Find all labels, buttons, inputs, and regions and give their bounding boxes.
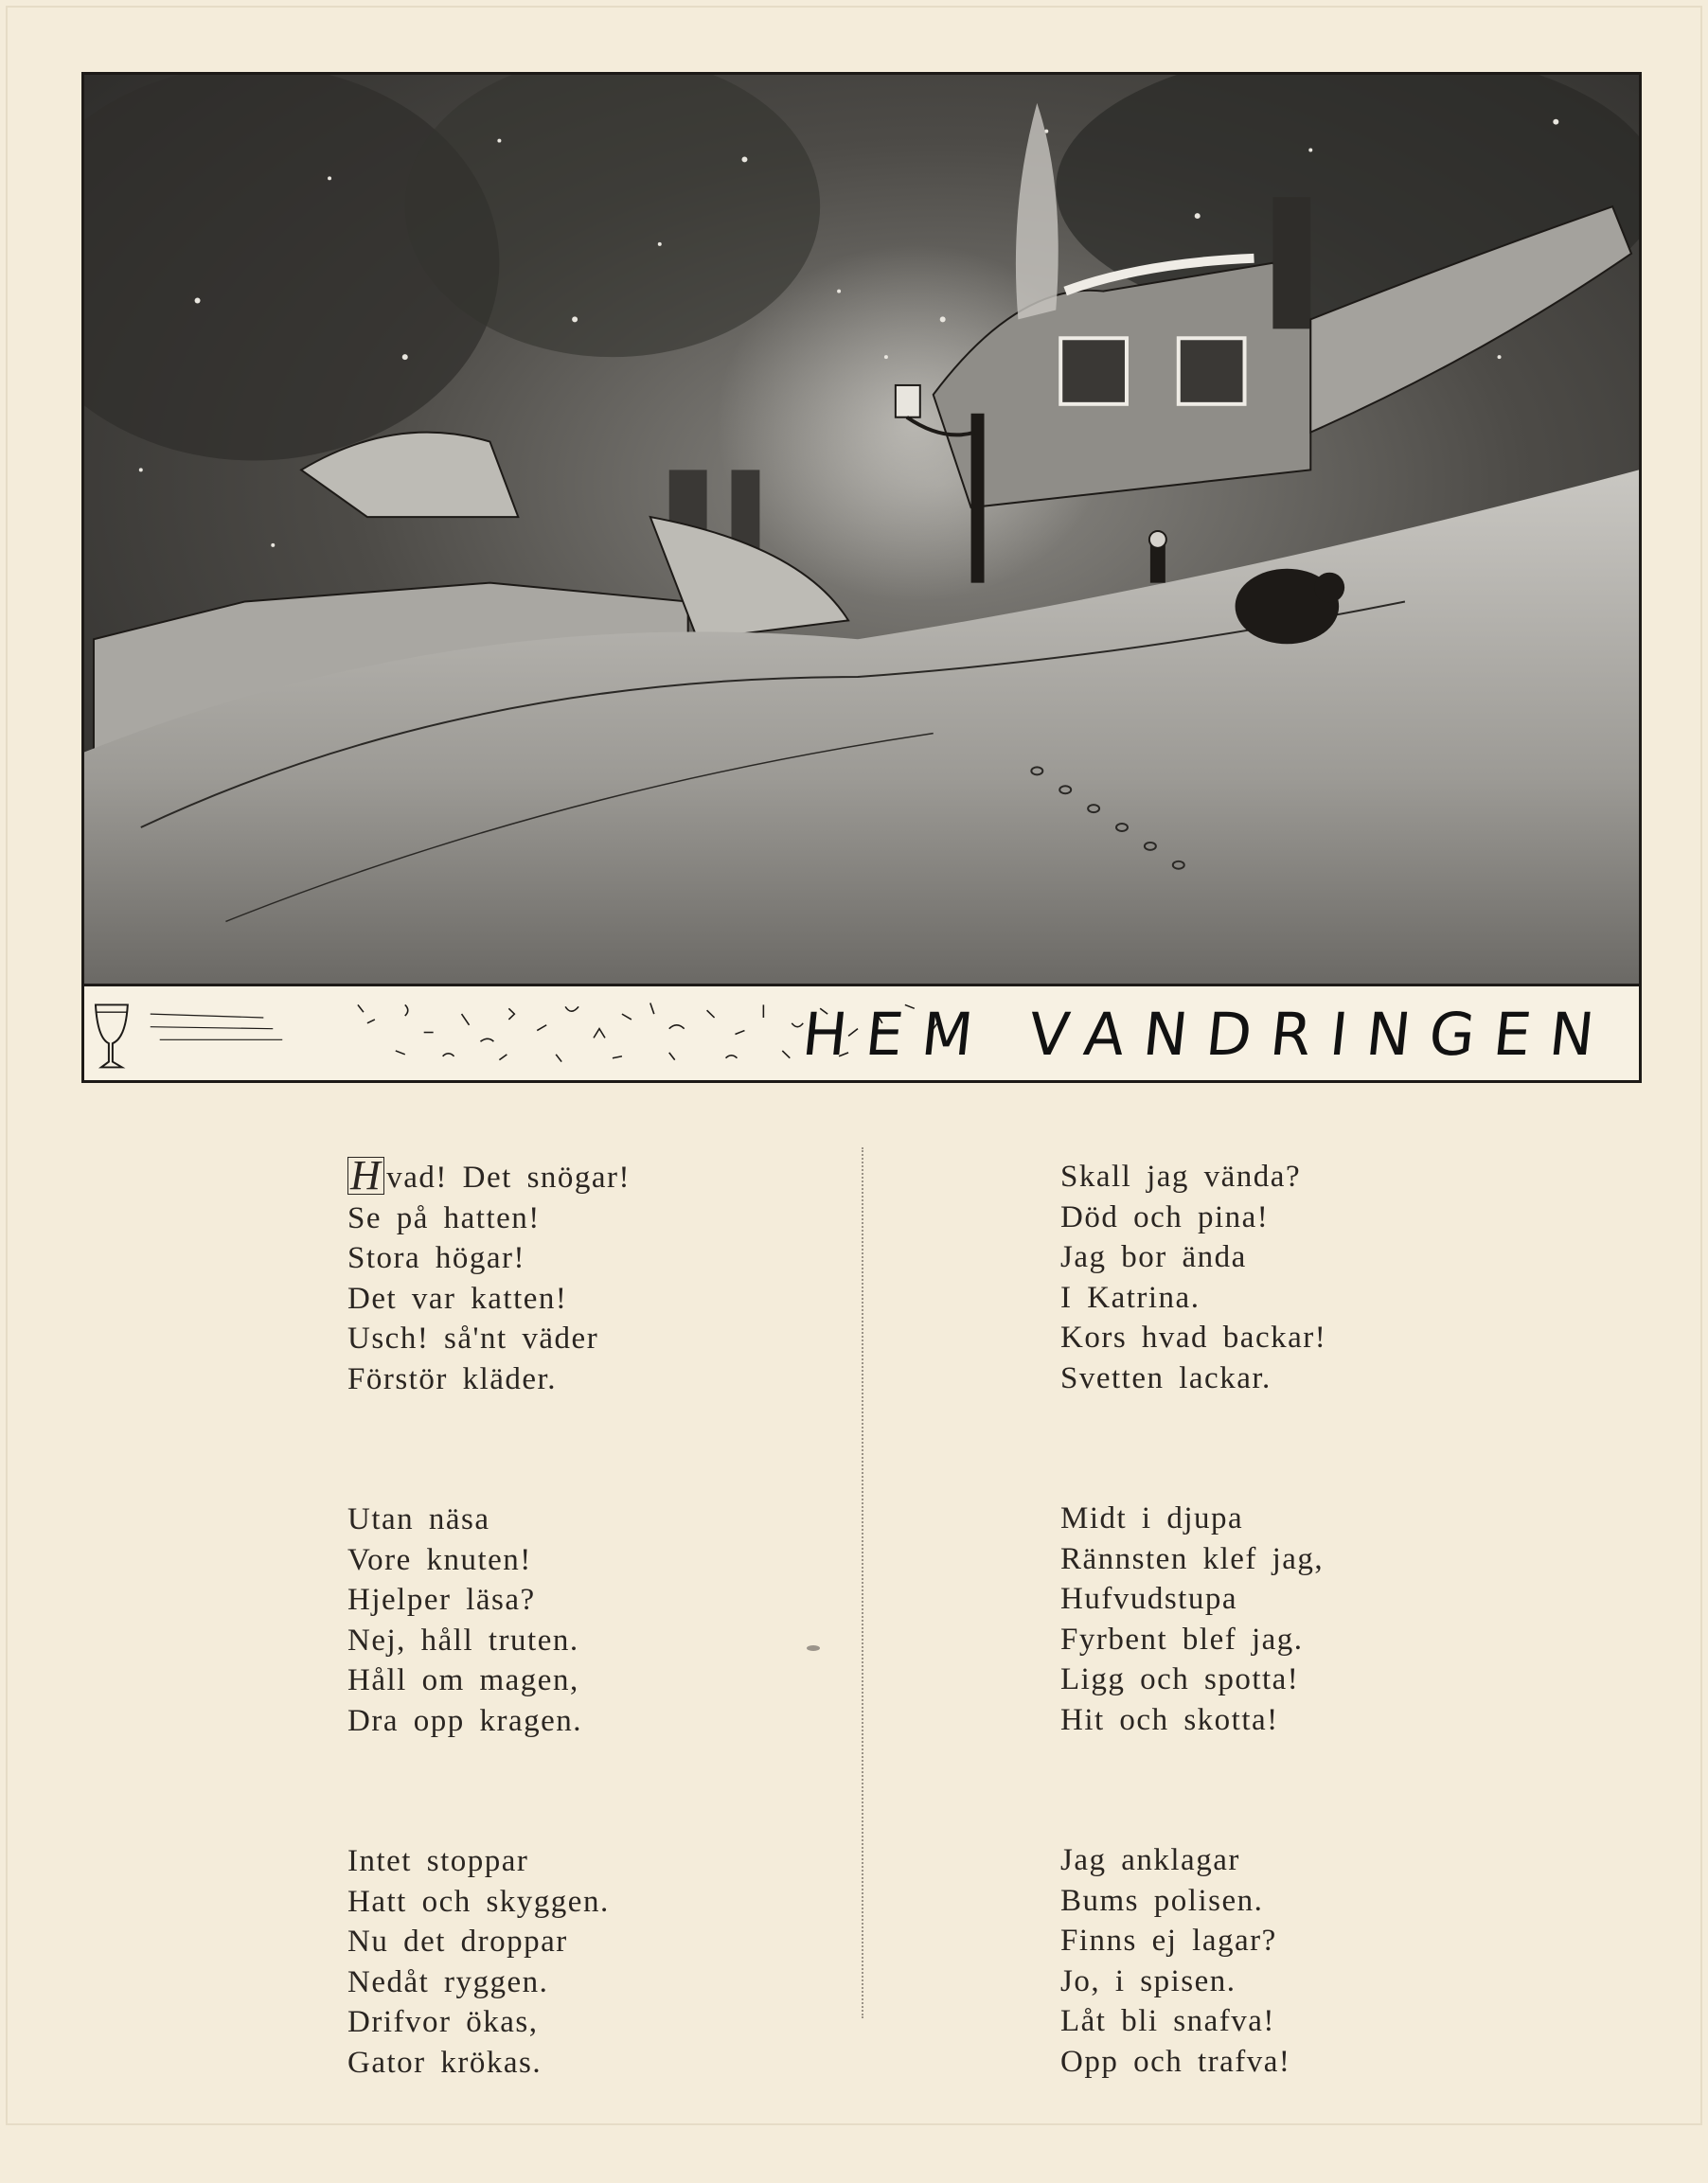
- stanza: [347, 1152, 878, 1399]
- stanza: [1060, 1840, 1591, 2082]
- verse-line: Jo, i spisen.: [1060, 1963, 1237, 1998]
- verse-line: Finns ej lagar?: [1060, 1924, 1277, 1958]
- verse-line: Nej, håll truten.: [347, 1623, 579, 1658]
- verse-line: Kors hvad backar!: [1060, 1321, 1327, 1355]
- verse-line: Nedåt ryggen.: [347, 1964, 549, 1999]
- verse-line: Dra opp kragen.: [347, 1703, 583, 1738]
- verse-line: Skall jag vända?: [1060, 1160, 1302, 1194]
- verse-line: Drifvor ökas,: [347, 2005, 539, 2039]
- verse-line: Svetten lackar.: [1060, 1360, 1272, 1395]
- stanza: [347, 1841, 878, 2083]
- verse-line: Låt bli snafva!: [1060, 2004, 1275, 2038]
- verse-line: Hjelper läsa?: [347, 1583, 536, 1617]
- verse-line: Midt i djupa: [1060, 1501, 1244, 1535]
- verse-line: Hufvudstupa: [1060, 1582, 1237, 1616]
- verse-line: Hit och skotta!: [1060, 1702, 1279, 1737]
- verse-line: Bums polisen.: [1060, 1883, 1264, 1918]
- verse-line: Gator krökas.: [347, 2045, 543, 2080]
- stanza: [347, 1500, 878, 1741]
- verse-line: Jag bor ända: [1060, 1240, 1247, 1274]
- verse-line: Opp och trafva!: [1060, 2044, 1291, 2079]
- verse-line: I Katrina.: [1060, 1280, 1201, 1315]
- winter-night-illustration: [81, 72, 1642, 986]
- title-band: [81, 986, 1642, 1083]
- verse-line: Intet stoppar: [347, 1844, 529, 1878]
- stanza: [1060, 1157, 1591, 1398]
- verse-line: Det var katten!: [347, 1281, 568, 1316]
- verse-line: Utan näsa: [347, 1502, 490, 1536]
- drop-cap: H: [347, 1157, 384, 1195]
- verse-line: [347, 1152, 878, 1198]
- verse-line: Död och pina!: [1060, 1199, 1270, 1234]
- verse-line: Ligg och spotta!: [1060, 1662, 1300, 1696]
- verse-line: Hatt och skyggen.: [347, 1884, 610, 1919]
- verse-line: Se på hatten!: [347, 1200, 541, 1235]
- poem-title: HEM VANDRINGEN: [798, 1000, 1616, 1069]
- verse-line: Nu det droppar: [347, 1925, 568, 1959]
- verse-line: Rännsten klef jag,: [1060, 1541, 1325, 1576]
- verse-line: Vore knuten!: [347, 1542, 532, 1577]
- verse-line: Usch! så'nt väder: [347, 1322, 599, 1356]
- verse-line: Stora högar!: [347, 1241, 526, 1275]
- stanza: [1060, 1499, 1591, 1740]
- poem-right-column: [1060, 1157, 1591, 2182]
- verse-line: Jag anklagar: [1060, 1843, 1240, 1877]
- winter-night-street-scene-icon: [84, 75, 1639, 984]
- paper-speck: [807, 1645, 820, 1651]
- verse-line-text: vad! Det snögar!: [386, 1161, 632, 1195]
- poem-left-column: [347, 1152, 878, 2183]
- verse-line: Fyrbent blef jag.: [1060, 1622, 1304, 1657]
- verse-line: Förstör kläder.: [347, 1361, 557, 1396]
- verse-line: Håll om magen,: [347, 1663, 579, 1697]
